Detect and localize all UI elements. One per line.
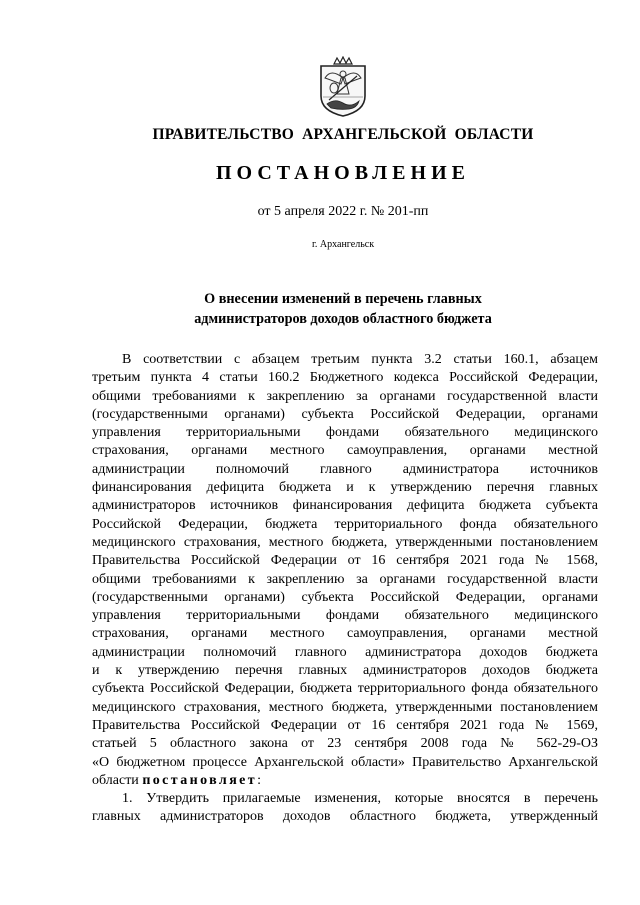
- body-line: управления территориальными фондами обязательного медицинского: [92, 608, 598, 624]
- document-type: ПОСТАНОВЛЕНИЕ: [216, 162, 470, 184]
- body-line: третьим пункта 4 статьи 160.2 Бюджетного кодекса Российской Федерации,: [92, 370, 598, 386]
- arkhangelsk-coat-of-arms-icon: [313, 56, 373, 118]
- body-line: администраторов источников финансирования дефицита бюджета субъекта: [92, 498, 598, 514]
- body-line: статьей 5 областного закона от 23 сентября 2008 года № 562-29-ОЗ: [92, 736, 598, 752]
- body-line: медицинского страхования, местного бюджета, утвержденными постановлением: [92, 534, 598, 550]
- subject-line: администраторов доходов областного бюджета: [194, 311, 492, 327]
- document-date-number: от 5 апреля 2022 г. № 201-пп: [257, 204, 429, 219]
- body-text: области: [92, 772, 143, 788]
- document-body: [92, 351, 598, 827]
- body-line: и к утверждению перечня главных администраторов доходов бюджета: [92, 663, 598, 679]
- document-subject: [0, 289, 640, 329]
- body-line: общими требованиями к закреплению за органами государственной власти: [92, 571, 598, 587]
- body-line: субъекта Российской Федерации, бюджета территориального фонда обязательного: [92, 681, 598, 697]
- document-city: г. Архангельск: [311, 239, 375, 250]
- body-text: :: [257, 772, 261, 788]
- body-line: администрации полномочий главного администратора доходов бюджета: [92, 644, 598, 660]
- body-line: финансирования дефицита бюджета и к утверждению перечня главных: [92, 480, 598, 496]
- item-1-line: 1. Утвердить прилагаемые изменения, которые вносятся в перечень: [122, 791, 598, 807]
- body-line: страхования, органами местного самоуправления, органами местной: [92, 443, 598, 459]
- body-line-resolution: [92, 772, 598, 790]
- body-line: управления территориальными фондами обязательного медицинского: [92, 425, 598, 441]
- body-line: Правительства Российской Федерации от 16 сентября 2021 года № 1568,: [92, 553, 598, 569]
- subject-line: О внесении изменений в перечень главных: [204, 291, 482, 307]
- body-line: общими требованиями к закреплению за органами государственной власти: [92, 388, 598, 404]
- resolves-word: постановляет: [142, 772, 258, 788]
- item-1-line: главных администраторов доходов областного бюджета, утвержденный: [92, 809, 598, 825]
- body-line: В соответствии с абзацем третьим пункта 3.2 статьи 160.1, абзацем: [122, 352, 598, 367]
- body-line: страхования, органами местного самоуправления, органами местной: [92, 626, 598, 642]
- body-line: (государственными органами) субъекта Российской Федерации, органами: [92, 406, 598, 422]
- body-line: Правительства Российской Федерации от 16 сентября 2021 года № 1569,: [92, 717, 598, 733]
- body-line: «О бюджетном процессе Архангельской области» Правительство Архангельской: [92, 754, 598, 770]
- body-line: Российской Федерации, бюджета территориального фонда обязательного: [92, 516, 598, 532]
- body-line: медицинского страхования, местного бюджета, утвержденными постановлением: [92, 699, 598, 715]
- body-line: (государственными органами) субъекта Российской Федерации, органами: [92, 589, 598, 605]
- body-line: администрации полномочий главного администратора источников: [92, 461, 598, 477]
- organization-title: ПРАВИТЕЛЬСТВО АРХАНГЕЛЬСКОЙ ОБЛАСТИ: [152, 126, 534, 143]
